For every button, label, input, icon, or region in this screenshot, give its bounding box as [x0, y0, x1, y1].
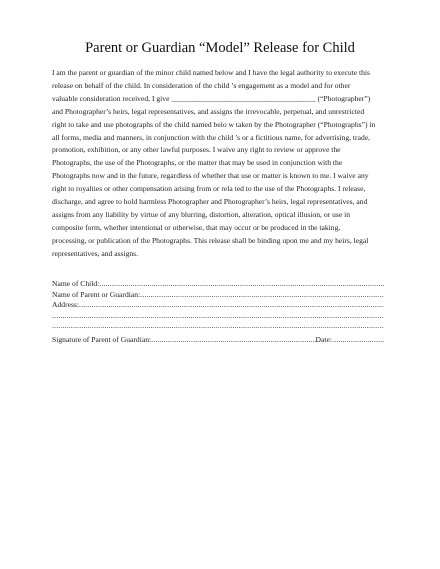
- date-dotted-line[interactable]: [332, 335, 384, 346]
- body-line: release on behalf of the child. In consideration of the child ’s engagement as a model and for other: [52, 80, 351, 90]
- body-line: all forms, media and manners, in conjunction with the child ’s or a fictitious name, for advertising, trade,: [52, 132, 371, 142]
- address-line-2-field[interactable]: [52, 311, 384, 322]
- address-line-3-dotted-line[interactable]: [52, 321, 384, 332]
- body-line: right to take and use photographs of the child named belo w taken by the Photographer (“Photographs”) in: [52, 119, 376, 129]
- body-line: processing, or publication of the Photographs. This release shall be binding upon me and my heirs, legal: [52, 235, 369, 245]
- body-line: I am the parent or guardian of the minor child named below and I have the legal authority to execute this: [52, 68, 370, 77]
- body-line: Photographs now and in the future, regardless of whether that use or matter is known to me. I waive any: [52, 171, 369, 181]
- release-body: [52, 67, 388, 261]
- body-line: assigns from any liability by virtue of any blurring, distortion, alteration, optical illusion, or use in: [52, 209, 351, 219]
- signature-dotted-line[interactable]: [151, 335, 315, 346]
- address-line-2-dotted-line[interactable]: [52, 311, 384, 322]
- signature-field[interactable]: [52, 335, 384, 346]
- document-title: Parent or Guardian “Model” Release for Child: [85, 40, 355, 56]
- body-line: composite form, whether intentional or otherwise, that may occur or be produced in the taking,: [52, 222, 341, 232]
- date-label: Date:: [315, 334, 332, 344]
- body-line: Photographs, the use of the Photographs, or the matter that may be used in conjunction with the: [52, 158, 343, 168]
- body-line: promotion, exhibition, or any other lawful purposes. I waive any right to review or approve the: [52, 145, 341, 155]
- body-line: representatives, and assigns.: [52, 248, 139, 258]
- parent-name-field[interactable]: [52, 290, 384, 301]
- signature-label: Signature of Parent of Guardian:: [52, 334, 152, 344]
- address-line-3-field[interactable]: [52, 321, 384, 332]
- parent-name-label: Name of Parent or Guardian:: [52, 289, 141, 299]
- address-dotted-line[interactable]: [79, 300, 384, 311]
- body-line: and Photographer’s heirs, legal representatives, and assigns the irrevocable, perpetual, and unrestricted: [52, 106, 365, 116]
- address-label: Address:: [52, 300, 79, 310]
- address-field[interactable]: [52, 300, 384, 311]
- child-name-label: Name of Child:: [52, 279, 100, 288]
- child-name-field[interactable]: [52, 279, 384, 290]
- body-line: discharge, and agree to hold harmless Photographer and Photographer’s heirs, legal representatives, and: [52, 197, 368, 207]
- body-line: valuable consideration received, I give ______________________________________ (“Photographer”): [52, 93, 371, 103]
- parent-name-dotted-line[interactable]: [140, 290, 384, 301]
- child-name-dotted-line[interactable]: [99, 279, 384, 290]
- release-fields: [52, 279, 384, 346]
- body-line: right to royalties or other compensation arising from or rela ted to the use of the Photographs. I release,: [52, 184, 366, 194]
